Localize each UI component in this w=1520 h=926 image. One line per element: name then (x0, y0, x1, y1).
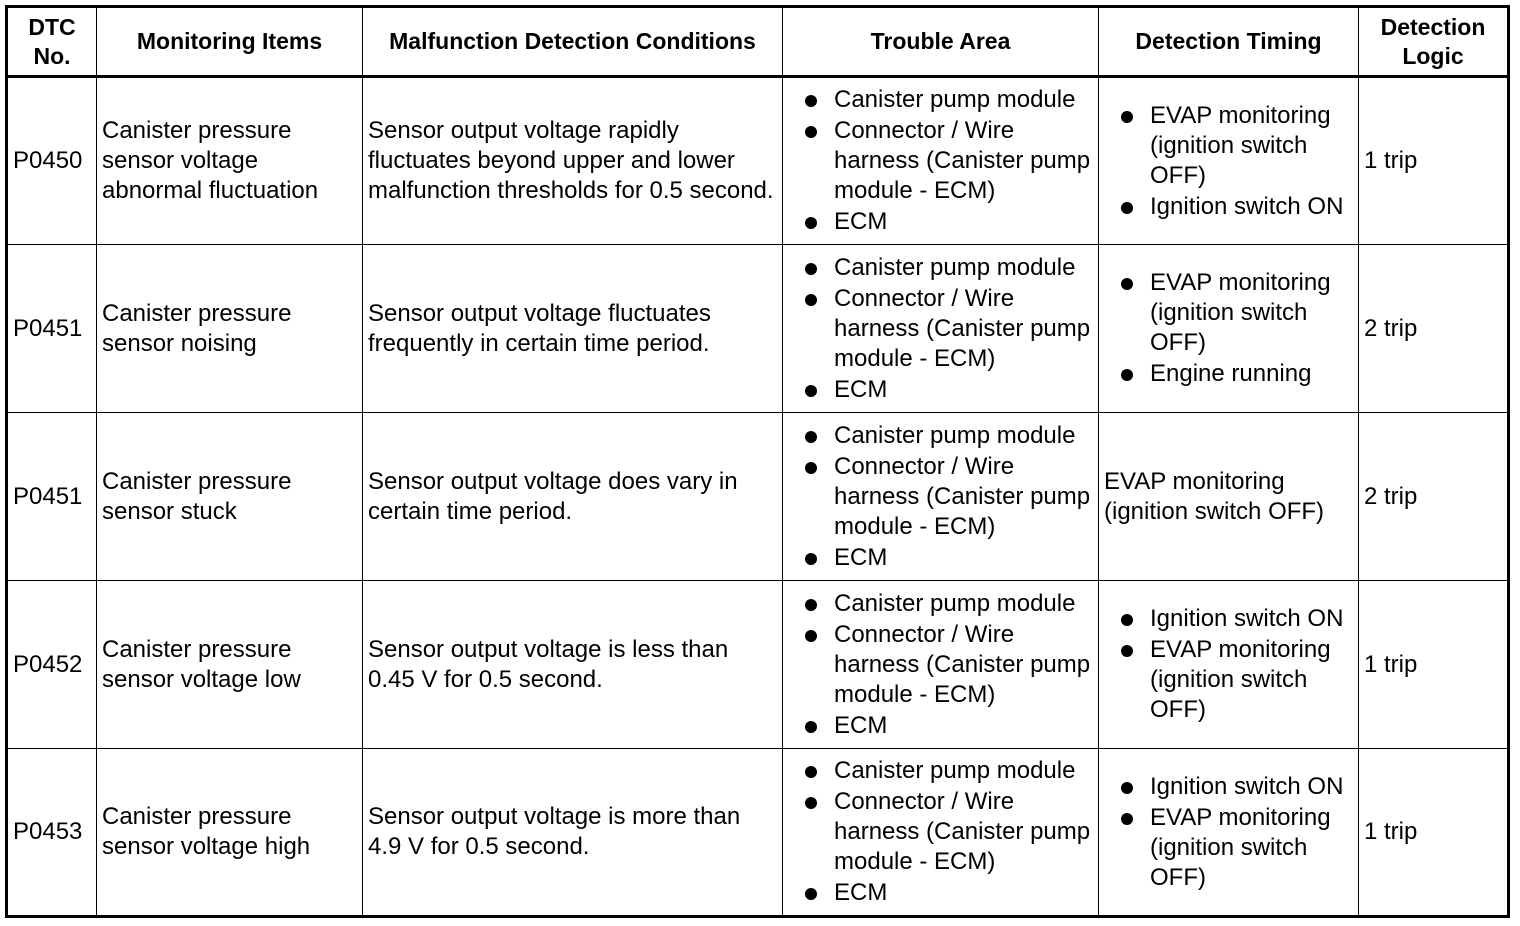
trouble-area-list (788, 85, 1093, 237)
detection-timing-item: EVAP monitoring (ignition switch OFF) (1104, 803, 1353, 893)
trouble-area-item: Connector / Wire harness (Canister pump module - ECM) (788, 116, 1093, 206)
dtc-table (5, 5, 1510, 918)
detection-timing-cell (1099, 581, 1359, 749)
table-row (7, 749, 1509, 917)
trouble-area-cell (783, 581, 1099, 749)
detection-timing-cell (1099, 245, 1359, 413)
trouble-area-list (788, 421, 1093, 573)
header-detection-logic: Detection Logic (1359, 7, 1509, 77)
table-row (7, 581, 1509, 749)
trouble-area-item: Canister pump module (788, 253, 1093, 283)
malfunction-condition: Sensor output voltage rapidly fluctuates beyond upper and lower malfunction thresholds for 0.5 second. (363, 77, 783, 245)
monitoring-item: Canister pressure sensor noising (97, 245, 363, 413)
trouble-area-cell (783, 413, 1099, 581)
table-row (7, 77, 1509, 245)
detection-timing-text: EVAP monitoring (ignition switch OFF) (1099, 413, 1359, 581)
trouble-area-list (788, 756, 1093, 908)
header-row (7, 7, 1509, 77)
detection-timing-item: Ignition switch ON (1104, 192, 1353, 222)
trouble-area-cell (783, 245, 1099, 413)
detection-timing-cell (1099, 749, 1359, 917)
header-monitoring-items: Monitoring Items (97, 7, 363, 77)
dtc-code: P0452 (7, 581, 97, 749)
detection-timing-item: EVAP monitoring (ignition switch OFF) (1104, 635, 1353, 725)
header-malfunction-conditions: Malfunction Detection Conditions (363, 7, 783, 77)
malfunction-condition: Sensor output voltage does vary in certain time period. (363, 413, 783, 581)
monitoring-item: Canister pressure sensor voltage high (97, 749, 363, 917)
trouble-area-item: Canister pump module (788, 421, 1093, 451)
dtc-code: P0451 (7, 413, 97, 581)
header-detection-timing: Detection Timing (1099, 7, 1359, 77)
dtc-code: P0450 (7, 77, 97, 245)
detection-timing-item: EVAP monitoring (ignition switch OFF) (1104, 268, 1353, 358)
detection-timing-item: Engine running (1104, 359, 1353, 389)
trouble-area-item: ECM (788, 543, 1093, 573)
monitoring-item: Canister pressure sensor voltage low (97, 581, 363, 749)
table-header (7, 7, 1509, 77)
detection-logic: 2 trip (1359, 413, 1509, 581)
detection-logic: 2 trip (1359, 245, 1509, 413)
trouble-area-item: Connector / Wire harness (Canister pump module - ECM) (788, 452, 1093, 542)
trouble-area-item: Connector / Wire harness (Canister pump module - ECM) (788, 620, 1093, 710)
monitoring-item: Canister pressure sensor stuck (97, 413, 363, 581)
malfunction-condition: Sensor output voltage is more than 4.9 V for 0.5 second. (363, 749, 783, 917)
trouble-area-list (788, 589, 1093, 741)
trouble-area-item: Connector / Wire harness (Canister pump module - ECM) (788, 787, 1093, 877)
detection-timing-list (1104, 101, 1353, 222)
header-trouble-area: Trouble Area (783, 7, 1099, 77)
table-row (7, 245, 1509, 413)
detection-timing-list (1104, 268, 1353, 389)
header-dtc-no: DTC No. (7, 7, 97, 77)
detection-logic: 1 trip (1359, 77, 1509, 245)
detection-logic: 1 trip (1359, 581, 1509, 749)
trouble-area-item: ECM (788, 711, 1093, 741)
dtc-code: P0451 (7, 245, 97, 413)
trouble-area-item: Canister pump module (788, 589, 1093, 619)
dtc-code: P0453 (7, 749, 97, 917)
table-row (7, 413, 1509, 581)
detection-timing-list (1104, 604, 1353, 725)
detection-timing-list (1104, 772, 1353, 893)
trouble-area-item: ECM (788, 207, 1093, 237)
detection-timing-cell (1099, 77, 1359, 245)
trouble-area-item: Canister pump module (788, 85, 1093, 115)
detection-timing-item: Ignition switch ON (1104, 604, 1353, 634)
malfunction-condition: Sensor output voltage fluctuates frequently in certain time period. (363, 245, 783, 413)
monitoring-item: Canister pressure sensor voltage abnormal fluctuation (97, 77, 363, 245)
detection-timing-item: Ignition switch ON (1104, 772, 1353, 802)
detection-logic: 1 trip (1359, 749, 1509, 917)
trouble-area-list (788, 253, 1093, 405)
detection-timing-item: EVAP monitoring (ignition switch OFF) (1104, 101, 1353, 191)
trouble-area-item: ECM (788, 878, 1093, 908)
trouble-area-item: Connector / Wire harness (Canister pump module - ECM) (788, 284, 1093, 374)
trouble-area-cell (783, 77, 1099, 245)
trouble-area-item: Canister pump module (788, 756, 1093, 786)
trouble-area-cell (783, 749, 1099, 917)
malfunction-condition: Sensor output voltage is less than 0.45 V for 0.5 second. (363, 581, 783, 749)
trouble-area-item: ECM (788, 375, 1093, 405)
